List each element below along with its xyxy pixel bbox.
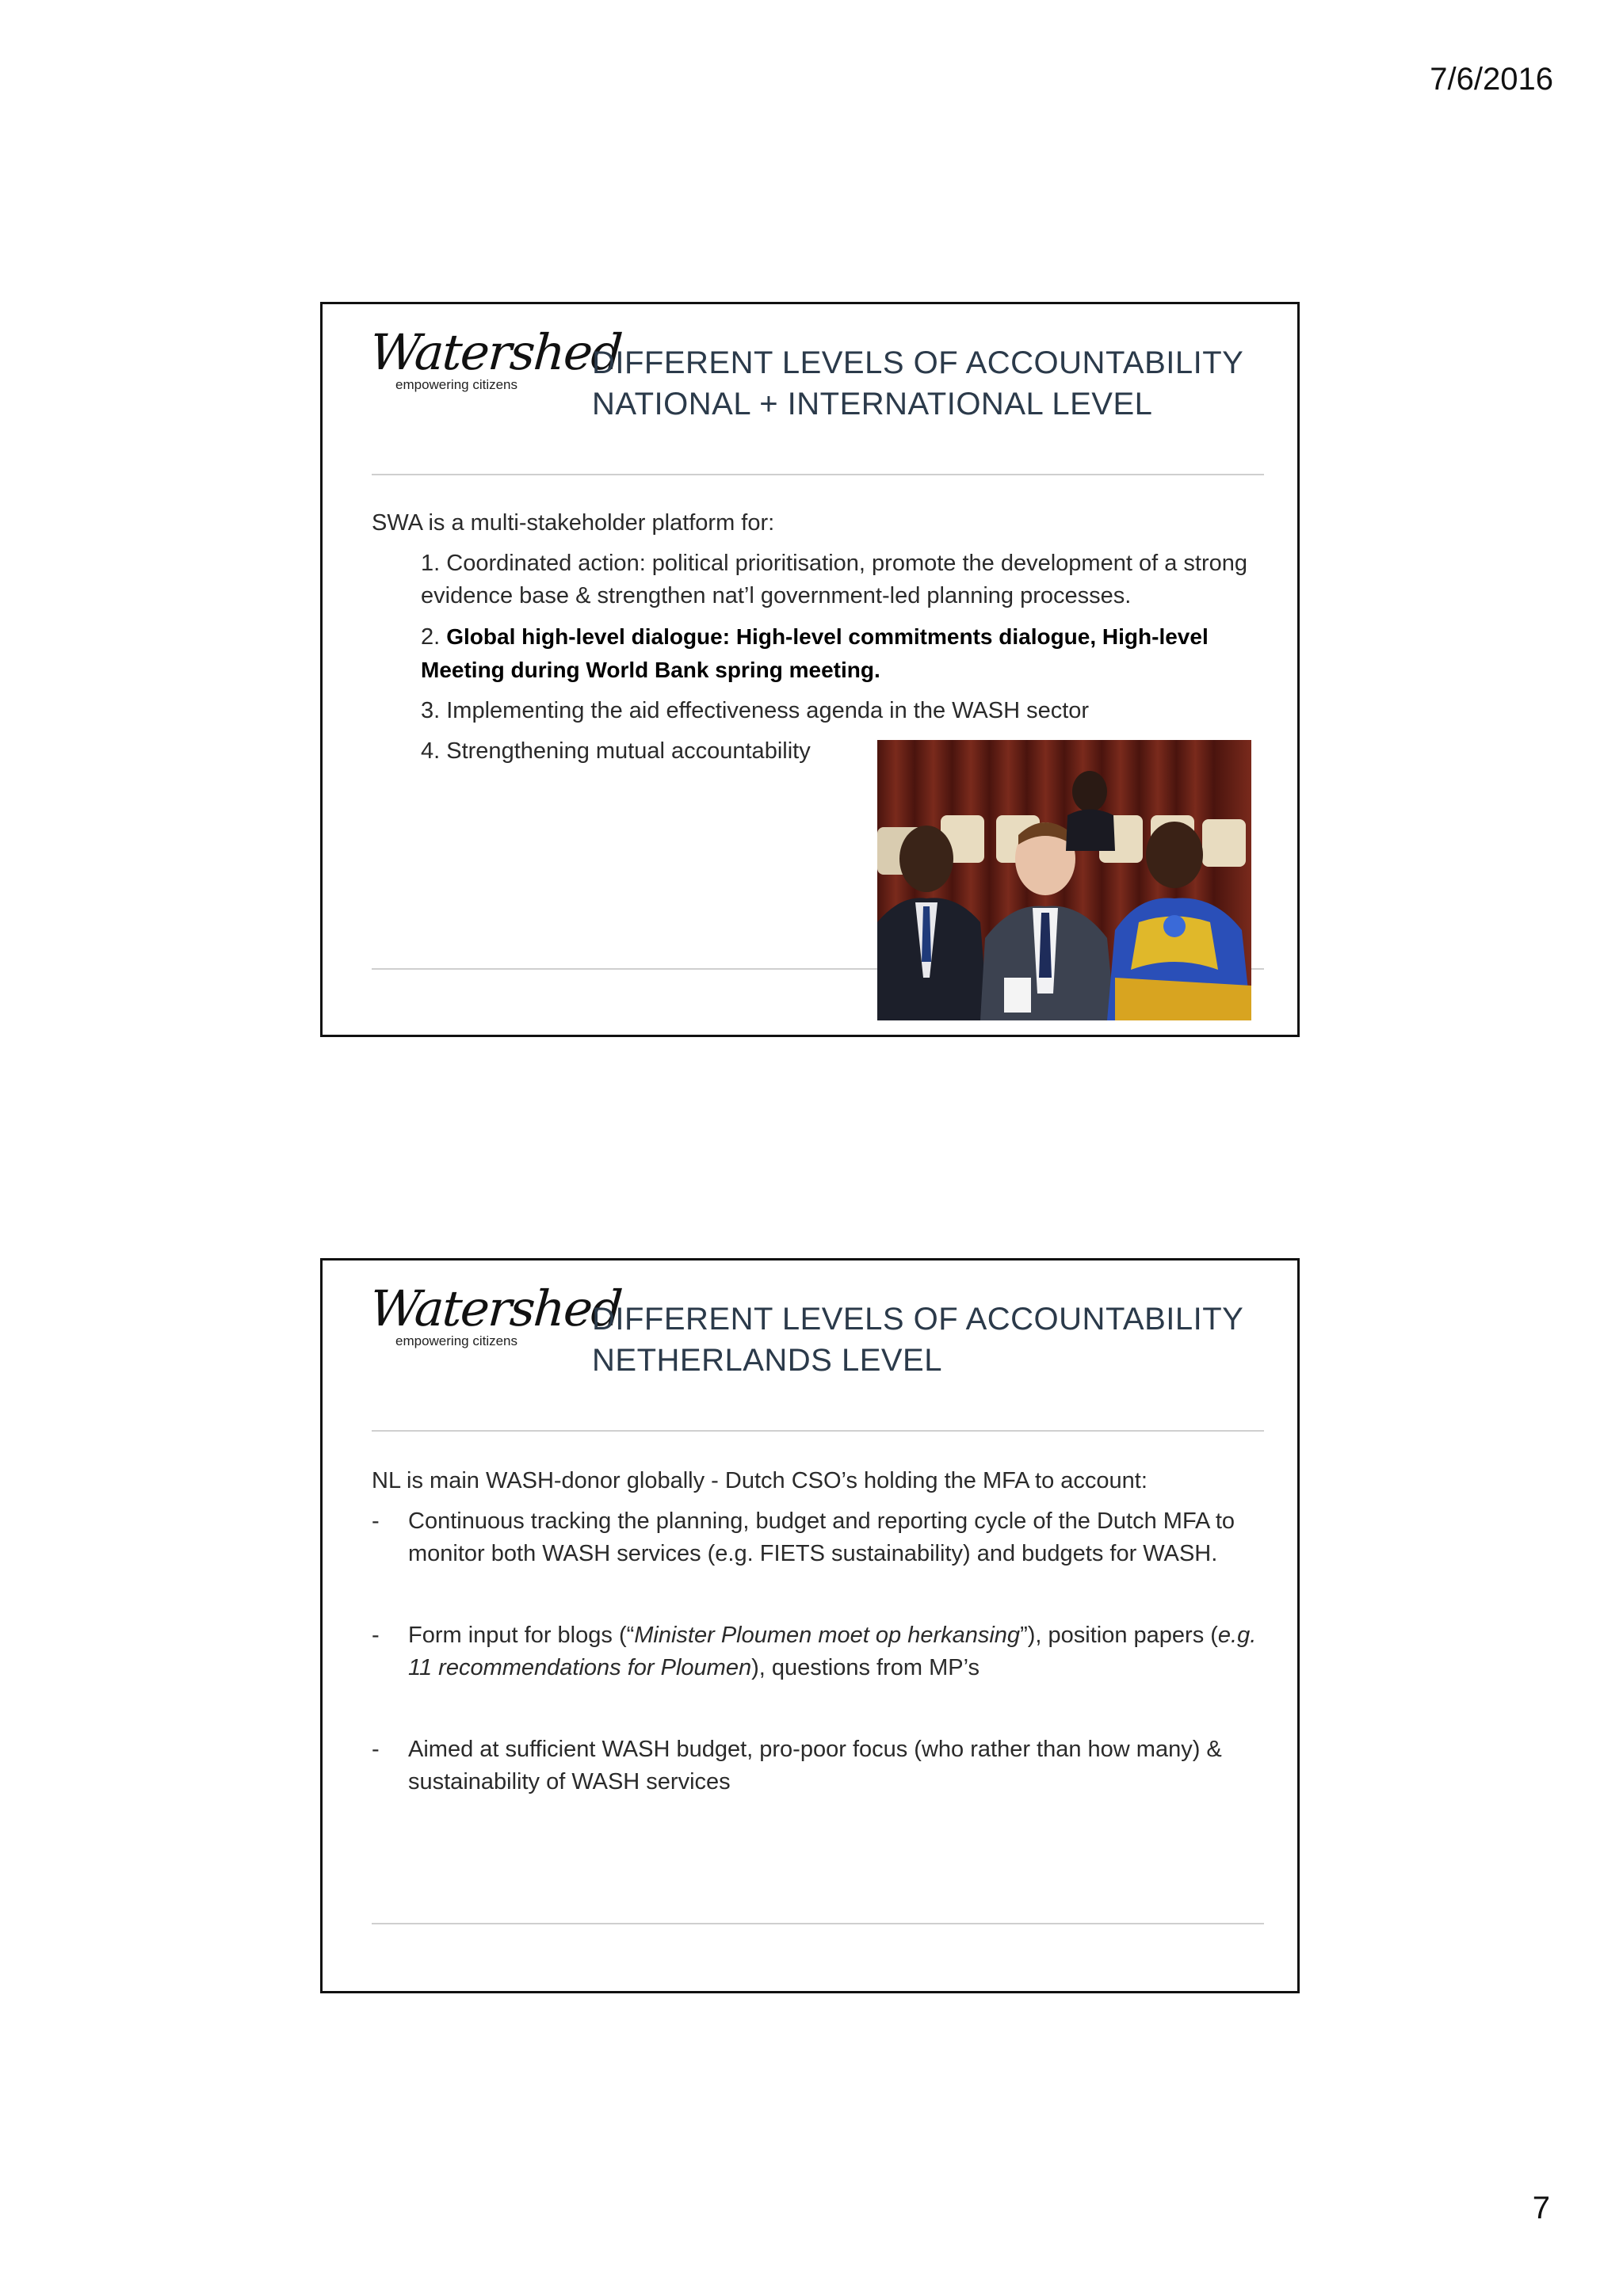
logo-wordmark: Watershed (368, 1280, 624, 1337)
list-item (421, 735, 865, 768)
item-text: Aimed at sufficient WASH budget, pro-poor focus (who rather than how many) & sustainability of WASH services (408, 1737, 1222, 1794)
divider-top (372, 1430, 1264, 1432)
slide-title-line-2: NATIONAL + INTERNATIONAL LEVEL (592, 387, 1153, 421)
divider-top (372, 474, 1264, 475)
item-text: Global high-level dialogue: High-level commitments dialogue, High-level Meeting during World Bank spring meeting. (421, 624, 1209, 682)
logo-tagline: empowering citizens (395, 377, 518, 392)
bullet-dash: - (372, 1508, 380, 1534)
intro-text: NL is main WASH-donor globally - Dutch CSO’s holding the MFA to account: (372, 1468, 1148, 1493)
slide-title (592, 342, 1243, 425)
list-item (372, 1733, 1266, 1798)
watershed-logo (368, 323, 624, 407)
page-number: 7 (1532, 2191, 1550, 2225)
text-fragment: ), questions from MP’s (751, 1655, 980, 1680)
item-text (408, 1623, 1256, 1680)
numbered-list (372, 547, 1266, 768)
list-item (372, 1619, 1266, 1684)
list-item (421, 547, 1266, 612)
paper-title: e.g. 11 recommendations for Ploumen (408, 1623, 1257, 1680)
list-item (421, 695, 1266, 727)
divider-bottom (372, 1923, 1264, 1924)
logo-wordmark: Watershed (368, 323, 624, 381)
slide-title-line-1: DIFFERENT LEVELS OF ACCOUNTABILITY (592, 345, 1244, 380)
blog-title: Minister Ploumen moet op herkansing (634, 1623, 1021, 1648)
item-text: Coordinated action: political prioritisation, promote the development of a strong evidence base & strengthen nat’l government-led planning processes. (421, 551, 1247, 608)
slide-netherlands (320, 1258, 1300, 1993)
slide-title-line-2: NETHERLANDS LEVEL (592, 1343, 942, 1378)
intro-text: SWA is a multi-stakeholder platform for: (372, 510, 775, 536)
slide-title-line-1: DIFFERENT LEVELS OF ACCOUNTABILITY (592, 1302, 1244, 1337)
bullet-dash: - (372, 1737, 380, 1762)
list-item (372, 1505, 1266, 1570)
group-photo (877, 740, 1251, 1020)
item-text: Strengthening mutual accountability (446, 738, 811, 764)
item-number: 2. (421, 624, 441, 650)
list-item (421, 620, 1266, 687)
item-text: Continuous tracking the planning, budget and reporting cycle of the Dutch MFA to monitor both WASH services (e.g. FIETS sustainability) and budgets for WASH. (408, 1508, 1235, 1566)
item-number: 1. (421, 551, 441, 576)
item-text: Implementing the aid effectiveness agenda in the WASH sector (446, 698, 1090, 723)
logo-tagline: empowering citizens (395, 1333, 518, 1348)
slide-body (372, 507, 1266, 776)
bullet-list (372, 1505, 1266, 1798)
slide-national-international (320, 302, 1300, 1037)
item-number: 3. (421, 698, 441, 723)
text-fragment: Form input for blogs (“ (408, 1623, 635, 1648)
slide-body (372, 1465, 1266, 1848)
slide-title (592, 1299, 1243, 1381)
watershed-logo (368, 1280, 624, 1363)
page-date: 7/6/2016 (1430, 62, 1553, 97)
item-number: 4. (421, 738, 441, 764)
bullet-dash: - (372, 1623, 380, 1648)
text-fragment: ”), position papers ( (1020, 1623, 1218, 1648)
